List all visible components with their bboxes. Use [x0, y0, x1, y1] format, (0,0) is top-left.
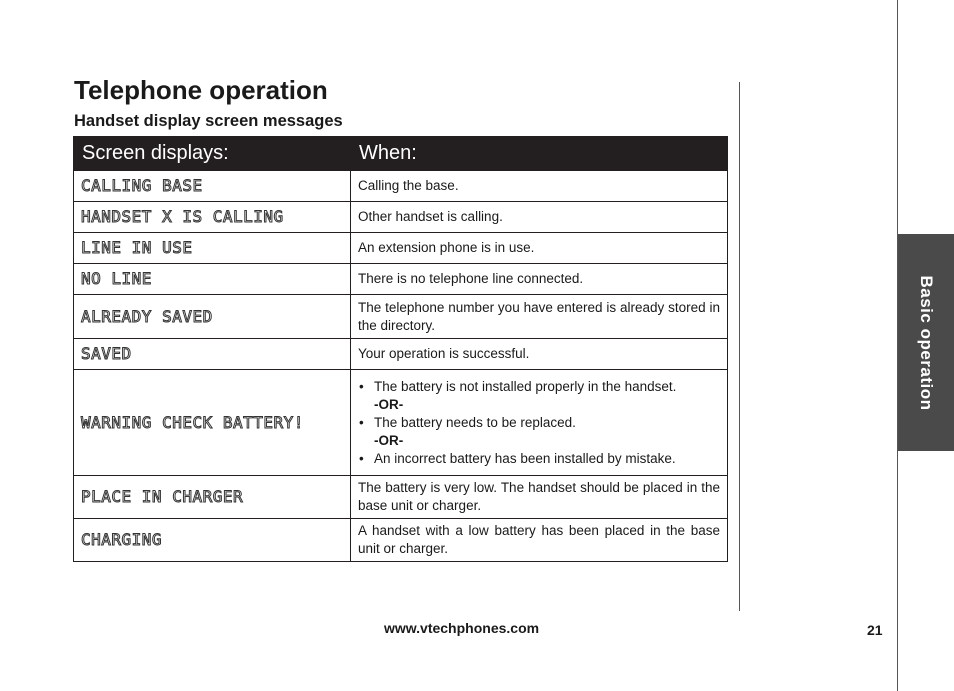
screen-display-text: NO LINE	[74, 264, 351, 295]
page-number: 21	[867, 622, 883, 638]
table-row	[74, 233, 728, 264]
table-header-row	[74, 137, 728, 171]
list-item: • The battery needs to be replaced.	[358, 414, 720, 432]
table-row	[74, 339, 728, 370]
table-row	[74, 202, 728, 233]
screen-display-text: WARNING CHECK BATTERY!	[74, 370, 351, 476]
screen-display-text: HANDSET X IS CALLING	[74, 202, 351, 233]
header-when: When:	[351, 137, 728, 171]
or-separator: -OR-	[374, 396, 404, 412]
when-text: There is no telephone line connected.	[351, 264, 728, 295]
table-row	[74, 264, 728, 295]
messages-table	[73, 136, 728, 562]
screen-display-text: LINE IN USE	[74, 233, 351, 264]
when-list-cell	[351, 370, 728, 476]
screen-display-text: PLACE IN CHARGER	[74, 476, 351, 519]
table-row	[74, 519, 728, 562]
list-item: • The battery is not installed properly in the handset.	[358, 378, 720, 396]
when-text: The battery is very low. The handset should be placed in the base unit or charger.	[351, 476, 728, 519]
page-title: Telephone operation	[74, 75, 328, 105]
section-title: Handset display screen messages	[74, 112, 343, 130]
header-screen-displays: Screen displays:	[74, 137, 351, 171]
table-row	[74, 370, 728, 476]
table-row	[74, 171, 728, 202]
section-tab	[898, 234, 954, 451]
section-tab-label: Basic operation	[917, 274, 936, 411]
when-text: Your operation is successful.	[351, 339, 728, 370]
when-text: The telephone number you have entered is already stored in the directory.	[351, 295, 728, 339]
screen-display-text: ALREADY SAVED	[74, 295, 351, 339]
when-text: Calling the base.	[351, 171, 728, 202]
or-separator: -OR-	[374, 432, 404, 448]
when-text: Other handset is calling.	[351, 202, 728, 233]
screen-display-text: SAVED	[74, 339, 351, 370]
screen-display-text: CALLING BASE	[74, 171, 351, 202]
battery-warning-list	[358, 378, 720, 468]
when-text: An extension phone is in use.	[351, 233, 728, 264]
footer-url: www.vtechphones.com	[384, 620, 540, 636]
column-divider	[739, 82, 740, 611]
list-item: • An incorrect battery has been installed by mistake.	[358, 450, 720, 468]
when-text: A handset with a low battery has been placed in the base unit or charger.	[351, 519, 728, 562]
table-row	[74, 476, 728, 519]
table-row	[74, 295, 728, 339]
screen-display-text: CHARGING	[74, 519, 351, 562]
